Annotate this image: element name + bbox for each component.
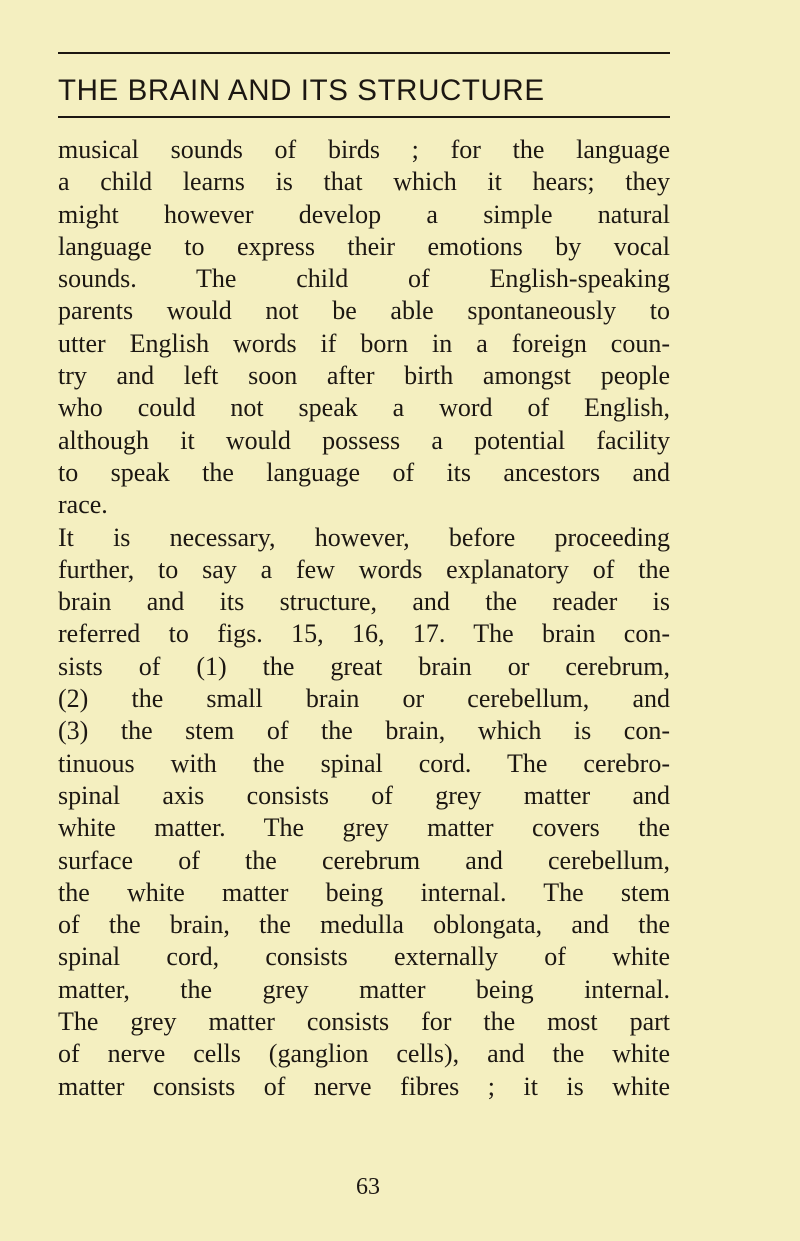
text-line: surface of the cerebrum and cerebellum, xyxy=(58,845,670,875)
text-line: spinal cord, consists externally of white xyxy=(58,942,670,972)
text-line: matter consists of nerve fibres ; it is white xyxy=(58,1071,670,1101)
text-line: parents would not be able spontaneously to xyxy=(58,296,670,326)
text-line: to speak the language of its ancestors and xyxy=(58,457,670,487)
text-line: musical sounds of birds ; for the language xyxy=(58,135,670,164)
text-line: utter English words if born in a foreign coun- xyxy=(58,328,670,358)
text-line: tinuous with the spinal cord. The cerebro- xyxy=(58,748,670,778)
text-line: of the brain, the medulla oblongata, and the xyxy=(58,910,670,940)
text-line: The grey matter consists for the most part xyxy=(58,1007,670,1037)
text-line: of nerve cells (ganglion cells), and the white xyxy=(58,1039,670,1069)
text-line-paragraph-start: It is necessary, however, before proceeding xyxy=(58,522,670,552)
text-line: sounds. The child of English-speaking xyxy=(58,264,670,294)
text-line: white matter. The grey matter covers the xyxy=(58,813,670,843)
page-number: 63 xyxy=(356,1174,380,1200)
header-rule-bottom xyxy=(58,116,670,118)
text-line: spinal axis consists of grey matter and xyxy=(58,780,670,810)
text-line: (3) the stem of the brain, which is con- xyxy=(58,716,670,746)
text-line: who could not speak a word of English, xyxy=(58,393,670,423)
running-title: THE BRAIN AND ITS STRUCTURE xyxy=(58,74,545,107)
text-line: further, to say a few words explanatory of the xyxy=(58,554,670,584)
text-line: the white matter being internal. The stem xyxy=(58,877,670,907)
text-line: might however develop a simple natural xyxy=(58,199,670,229)
text-line: language to express their emotions by vocal xyxy=(58,231,670,261)
text-line-paragraph-end: race. xyxy=(58,490,108,520)
text-line: (2) the small brain or cerebellum, and xyxy=(58,684,670,714)
text-line: referred to figs. 15, 16, 17. The brain con- xyxy=(58,619,670,649)
text-line: brain and its structure, and the reader is xyxy=(58,587,670,617)
text-line: sists of (1) the great brain or cerebrum, xyxy=(58,651,670,681)
header-rule-top xyxy=(58,52,670,54)
text-line: try and left soon after birth amongst people xyxy=(58,361,670,391)
text-line: a child learns is that which it hears; they xyxy=(58,167,670,197)
text-line: although it would possess a potential facility xyxy=(58,425,670,455)
text-line: matter, the grey matter being internal. xyxy=(58,974,670,1004)
body-text xyxy=(58,134,670,1103)
